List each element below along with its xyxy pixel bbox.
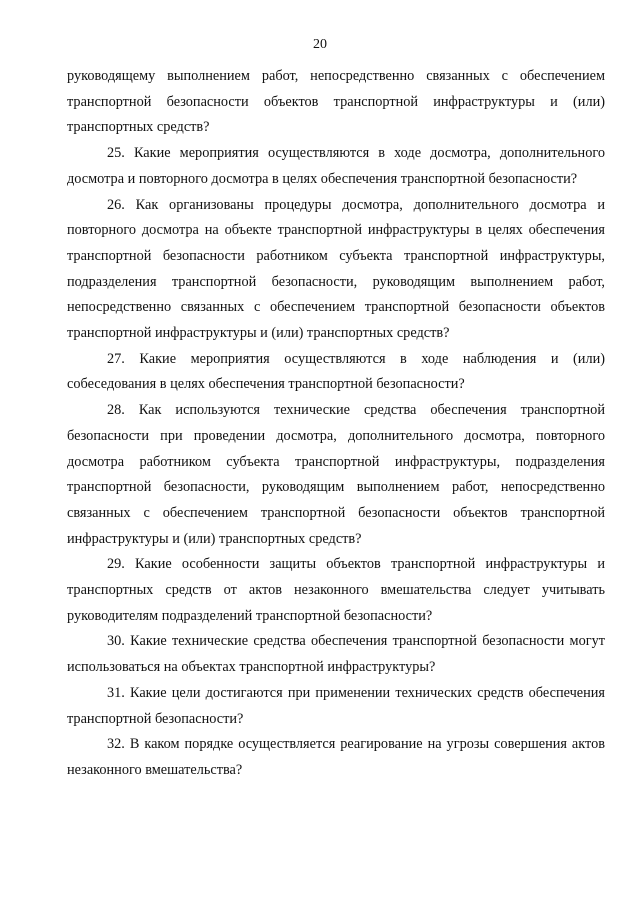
paragraph-continuation: руководящему выполнением работ, непосредственно связанных с обеспечением транспортной безопасности объектов транспортной инфраструктуры и (или) транспортных средств? <box>67 68 605 136</box>
question-32: 32. В каком порядке осуществляется реагирование на угрозы совершения актов незаконного вмешательства? <box>67 736 605 778</box>
question-28: 28. Как используются технические средства обеспечения транспортной безопасности при проведении досмотра, дополнительного досмотра, повторного досмотра работником субъекта транспортной инфраструктуры, подразделения транспортной безопасности, руководящим выполнением работ, непосредственно связанных с обеспечением транспортной безопасности объектов транспортной инфраструктуры и (или) транспортных средств? <box>67 402 605 547</box>
page-number: 20 <box>313 37 327 52</box>
question-31: 31. Какие цели достигаются при применении технических средств обеспечения транспортной безопасности? <box>67 684 605 727</box>
question-25: 25. Какие мероприятия осуществляются в ходе досмотра, дополнительного досмотра и повторного досмотра в целях обеспечения транспортной безопасности? <box>67 145 605 187</box>
question-27: 27. Какие мероприятия осуществляются в ходе наблюдения и (или) собеседования в целях обеспечения транспортной безопасности? <box>67 350 605 393</box>
question-30: 30. Какие технические средства обеспечения транспортной безопасности могут использоваться на объектах транспортной инфраструктуры? <box>67 633 605 676</box>
question-26: 26. Как организованы процедуры досмотра, дополнительного досмотра и повторного досмотра на объекте транспортной инфраструктуры в целях обеспечения транспортной безопасности работником субъекта транспортной инфраструктуры, подразделения транспортной безопасности, руководящим выполнением работ, непосредственно связанных с обеспечением транспортной безопасности объектов транспортной инфраструктуры и (или) транспортных средств? <box>67 196 605 342</box>
question-29: 29. Какие особенности защиты объектов транспортной инфраструктуры и транспортных средств от актов незаконного вмешательства следует учитывать руководителям подразделений транспортной безопасности? <box>67 556 605 624</box>
document-body <box>67 64 605 784</box>
